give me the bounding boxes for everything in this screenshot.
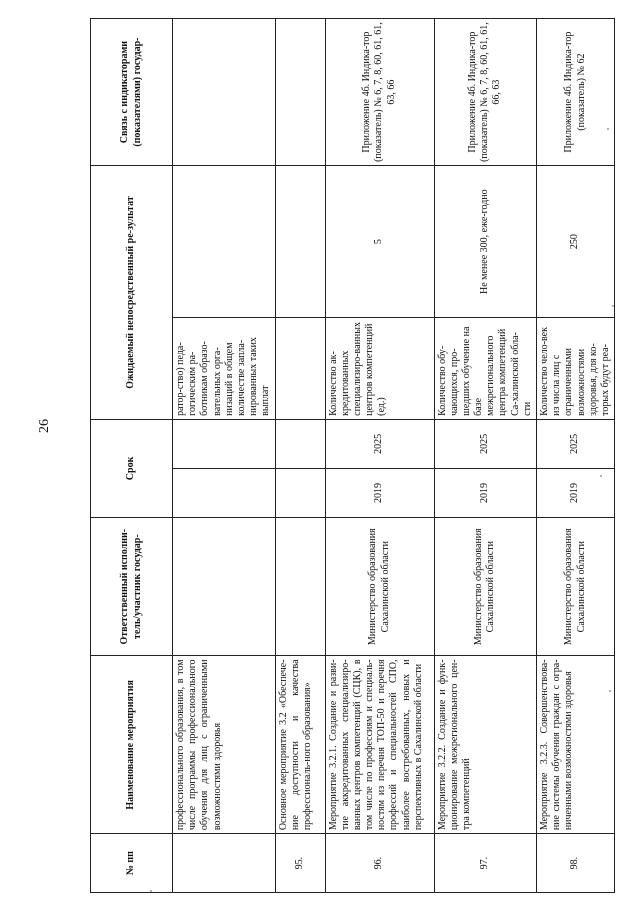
cell-start xyxy=(275,468,325,517)
cell-responsible: Министерство образования Сахалинской области xyxy=(537,517,615,656)
cell-num xyxy=(173,834,276,893)
table-row xyxy=(325,19,434,893)
cell-result-text: Количество чело-век из числа лиц с ограниченными возможностями здоровья, для ко-торых будут реа- xyxy=(537,318,615,420)
cell-indicators xyxy=(173,19,276,166)
cell-num: 97. xyxy=(434,834,537,893)
scan-speck xyxy=(612,305,614,307)
cell-responsible xyxy=(275,517,325,656)
cell-start: 2019 xyxy=(434,468,537,517)
cell-num: 98. xyxy=(537,834,615,893)
cell-result-value xyxy=(173,166,276,318)
cell-result-text: ратор-ство) педа-гогическим ра-ботникам образо-вательных орга-низаций в общем количестве запла-нированных таких выплат xyxy=(173,318,276,420)
cell-result-value: 250 xyxy=(537,166,615,318)
cell-indicators: Приложение 4б. Индика-тор (показатель) № 6, 7, 8, 60, 61, 61, 63, 66 xyxy=(325,19,434,166)
header-name: Наименование мероприятия xyxy=(91,656,173,834)
cell-result-value: 5 xyxy=(325,166,434,318)
cell-indicators: Приложение 4б. Индика-тор (показатель) № 6, 7, 8, 60, 61, 61, 66, 63 xyxy=(434,19,537,166)
cell-result-text xyxy=(275,318,325,420)
cell-start: 2019 xyxy=(537,468,615,517)
cell-num: 96. xyxy=(325,834,434,893)
scan-speck xyxy=(150,890,152,892)
cell-end xyxy=(275,419,325,468)
cell-indicators: Приложение 4б. Индика-тор (показатель) № 62 xyxy=(537,19,615,166)
cell-end xyxy=(173,419,276,468)
cell-name: профессионального образования, в том числе программы профессионального обучения для лиц с ограниченными возможностями здоровья xyxy=(173,656,276,834)
scan-speck xyxy=(607,128,609,130)
cell-result-text: Количество ак-кредитованных специализиро-ванных центров компетенций (ед.) xyxy=(325,318,434,420)
header-term: Срок xyxy=(91,419,173,517)
cell-indicators xyxy=(275,19,325,166)
activities-table xyxy=(90,18,615,893)
cell-start xyxy=(173,468,276,517)
cell-end: 2025 xyxy=(325,419,434,468)
cell-name: Мероприятие 3.2.3. Совершенствова-ние системы обучения граждан с огра-ниченными возможностями здоровья xyxy=(537,656,615,834)
cell-result-text: Количество обу-чающихся, про-шедших обучение на базе межрегионального центра компетенций Са-халинской обла-сти xyxy=(434,318,537,420)
cell-result-value: Не менее 300, еже-годно xyxy=(434,166,537,318)
header-num: № пп xyxy=(91,834,173,893)
cell-responsible: Министерство образования Сахалинской области xyxy=(434,517,537,656)
cell-end: 2025 xyxy=(537,419,615,468)
cell-name: Мероприятие 3.2.2. Создание и функ-ционирование межрегионального цен-тра компетенций xyxy=(434,656,537,834)
cell-name: Основное мероприятие 3.2 «Обеспече-ние доступности и качества профессиональ-ного образования» xyxy=(275,656,325,834)
rotated-table-sheet xyxy=(90,18,611,893)
header-row xyxy=(91,19,173,893)
header-result: Ожидаемый непосредственный ре-зультат xyxy=(91,166,173,420)
table-row xyxy=(537,19,615,893)
table-row xyxy=(275,19,325,893)
table-row xyxy=(434,19,537,893)
cell-num: 95. xyxy=(275,834,325,893)
cell-name: Мероприятие 3.2.1. Создание и разви-тие аккредитованных специализиро-ванных центров компетенций (СЦК), в том числе по профессиям и специаль-ностям из перечня ТОП-50 и перечня профессий и специальностей СПО, наиболее востребованных, новых и перспективных в Сахалинской области xyxy=(325,656,434,834)
scan-speck xyxy=(609,690,611,692)
page-number: 26 xyxy=(37,419,52,433)
table-row-continuation xyxy=(173,19,276,893)
cell-responsible xyxy=(173,517,276,656)
header-responsible: Ответственный исполни-тель/участник государ- xyxy=(91,517,173,656)
cell-end: 2025 xyxy=(434,419,537,468)
header-indicators: Связь с индикаторами (показателями) государ- xyxy=(91,19,173,166)
cell-responsible: Министерство образования Сахалинской области xyxy=(325,517,434,656)
cell-start: 2019 xyxy=(325,468,434,517)
cell-result-value xyxy=(275,166,325,318)
scan-speck xyxy=(600,475,602,477)
